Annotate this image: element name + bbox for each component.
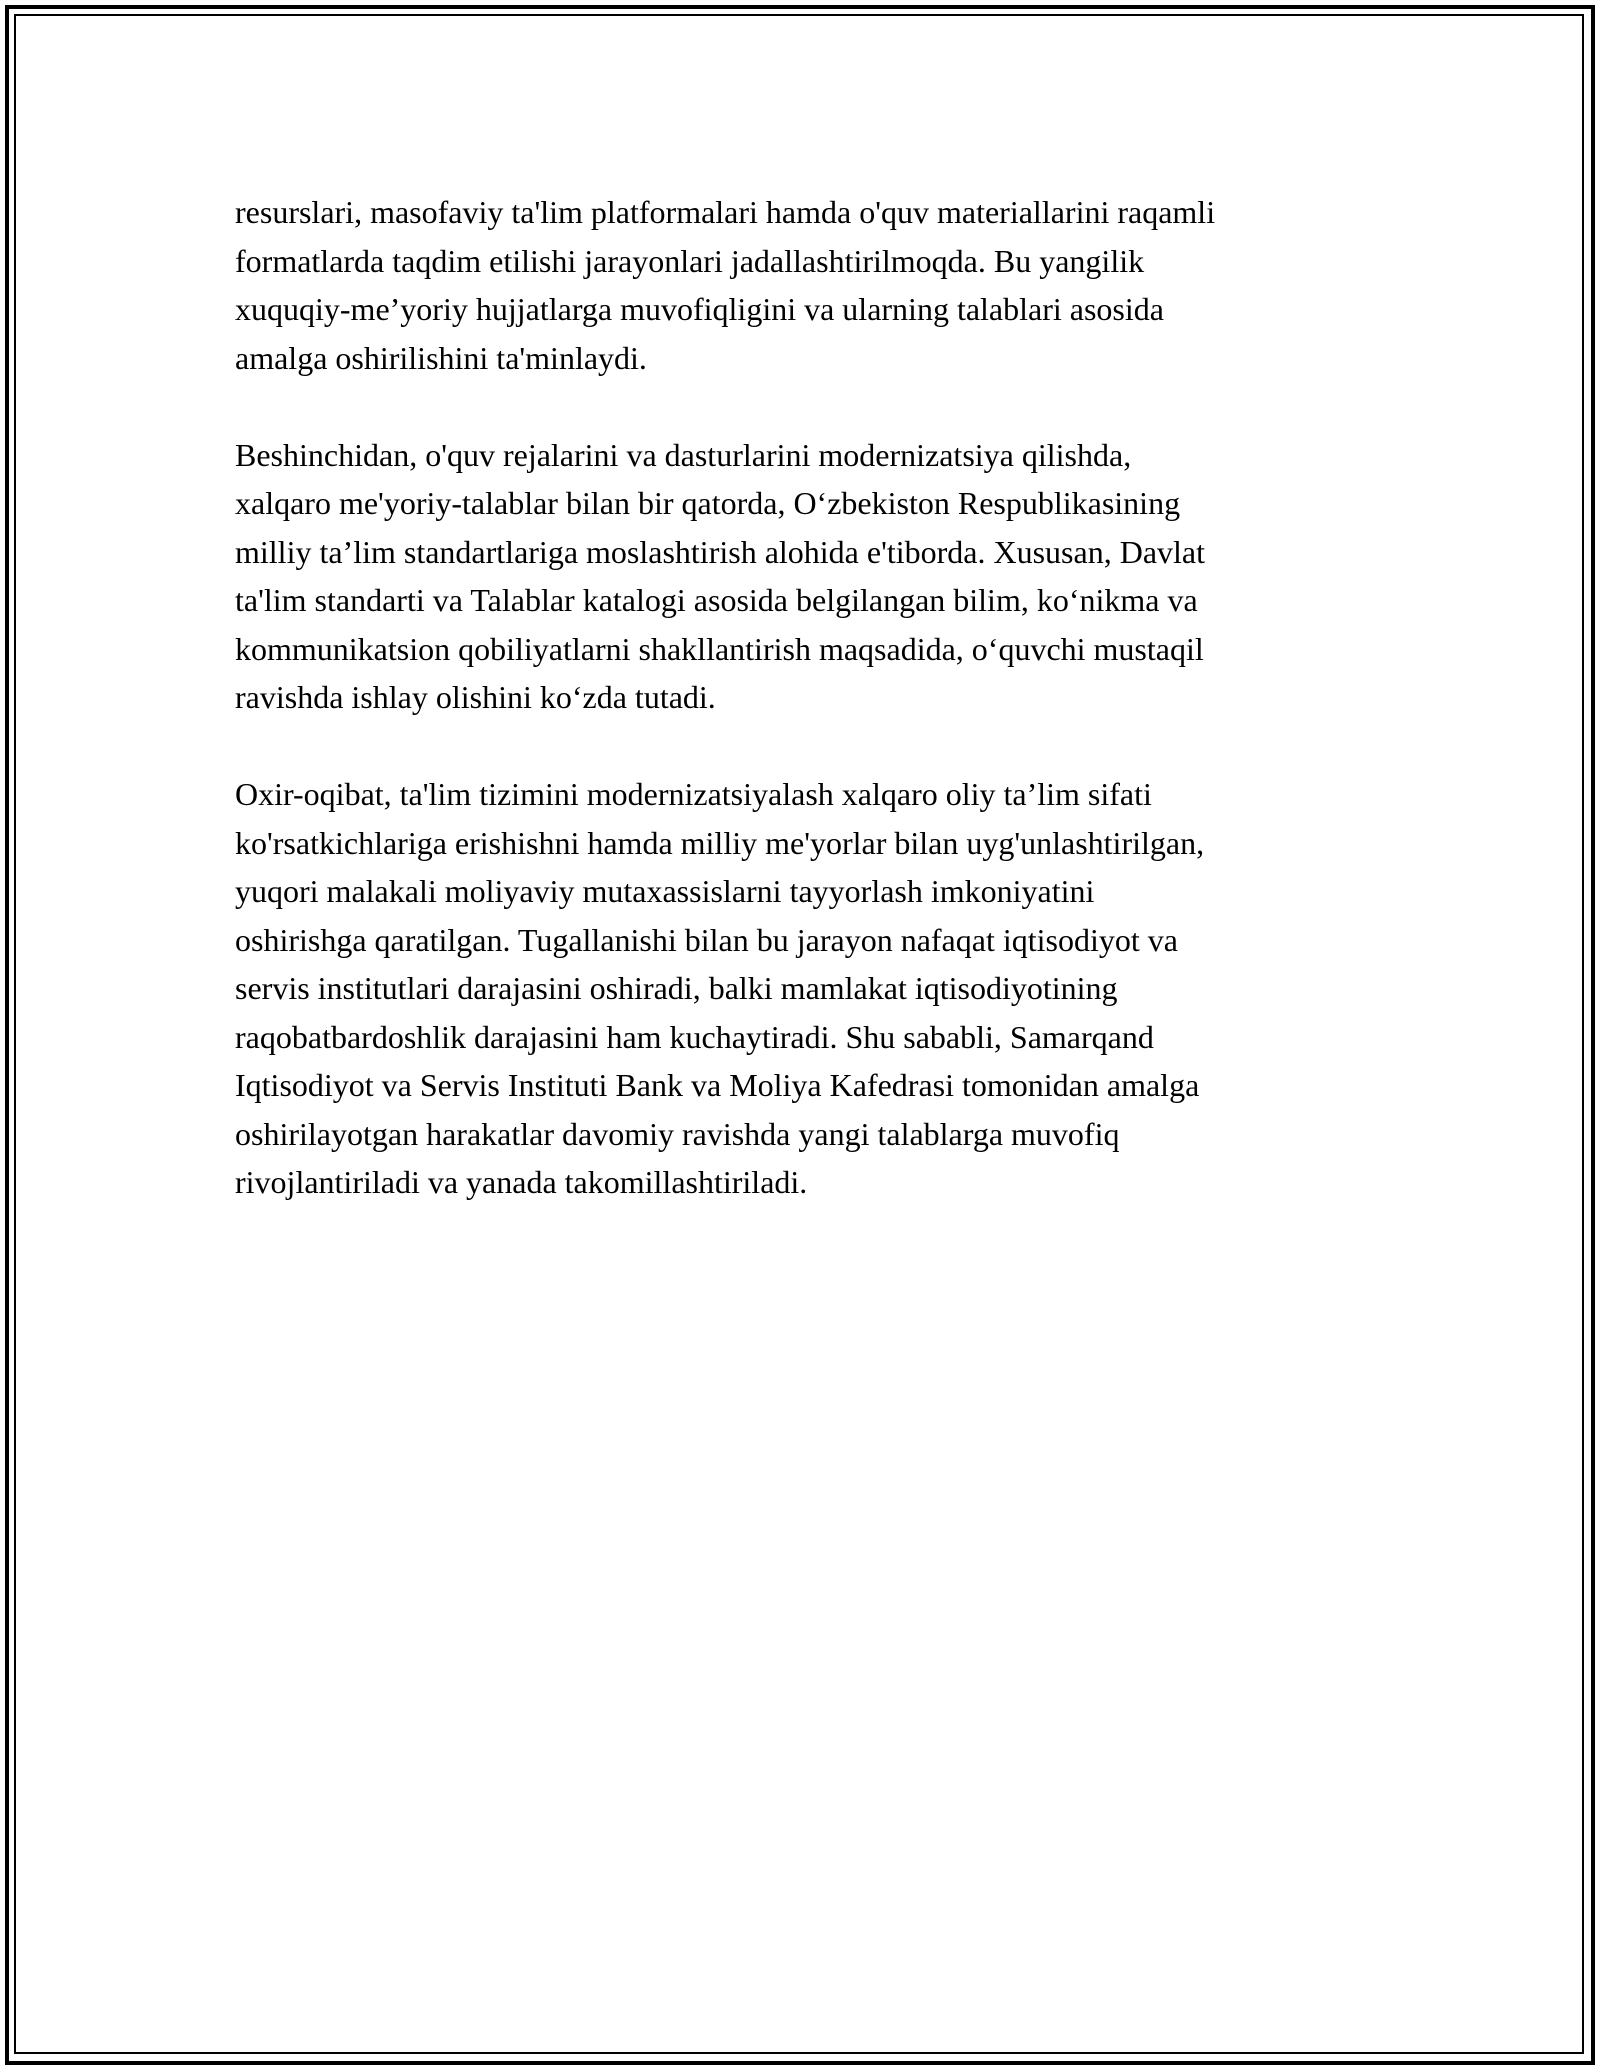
- text-line: ko'rsatkichlariga erishishni hamda milliy me'yorlar bilan uyg'unlashtirilgan,: [235, 824, 1205, 861]
- text-line: Oxir-oqibat, ta'lim tizimini modernizatsiyalash xalqaro oliy ta’lim sifati: [235, 776, 1152, 812]
- text-line: Beshinchidan, o'quv rejalarini va dasturlarini modernizatsiya qilishda,: [235, 436, 1132, 473]
- document-body: [235, 188, 1365, 1255]
- text-line: ravishda ishlay olishini ko‘zda tutadi.: [235, 679, 716, 715]
- text-line: ta'lim standarti va Talablar katalogi asosida belgilangan bilim, ko‘nikma va: [235, 582, 1198, 618]
- paragraph-3: [235, 770, 1365, 1207]
- text-line: Iqtisodiyot va Servis Instituti Bank va Moliya Kafedrasi tomonidan amalga: [235, 1067, 1200, 1103]
- text-line: rivojlantiriladi va yanada takomillashtiriladi.: [235, 1164, 808, 1200]
- text-line: formatlarda taqdim etilishi jarayonlari jadallashtirilmoqda. Bu yangilik: [235, 242, 1145, 279]
- text-line: milliy ta’lim standartlariga moslashtirish alohida e'tiborda. Xususan, Davlat: [235, 533, 1205, 570]
- text-line: yuqori malakali moliyaviy mutaxassislarni tayyorlash imkoniyatini: [235, 873, 1095, 909]
- text-line: servis institutlari darajasini oshiradi, balki mamlakat iqtisodiyotining: [235, 970, 1118, 1006]
- paragraph-2: [235, 431, 1365, 722]
- text-line: raqobatbardoshlik darajasini ham kuchaytiradi. Shu sababli, Samarqand: [235, 1018, 1154, 1055]
- text-line: oshirilayotgan harakatlar davomiy ravishda yangi talablarga muvofiq: [235, 1115, 1120, 1152]
- paragraph-1: [235, 188, 1365, 382]
- text-line: oshirishga qaratilgan. Tugallanishi bilan bu jarayon nafaqat iqtisodiyot va: [235, 921, 1178, 958]
- text-line: xuquqiy-me’yoriy hujjatlarga muvofiqligini va ularning talablari asosida: [235, 291, 1164, 327]
- text-line: kommunikatsion qobiliyatlarni shakllantirish maqsadida, o‘quvchi mustaqil: [235, 630, 1204, 667]
- text-line: resurslari, masofaviy ta'lim platformalari hamda o'quv materiallarini raqamli: [235, 194, 1216, 230]
- text-line: amalga oshirilishini ta'minlaydi.: [235, 339, 647, 376]
- text-line: xalqaro me'yoriy-talablar bilan bir qatorda, O‘zbekiston Respublikasining: [235, 485, 1181, 521]
